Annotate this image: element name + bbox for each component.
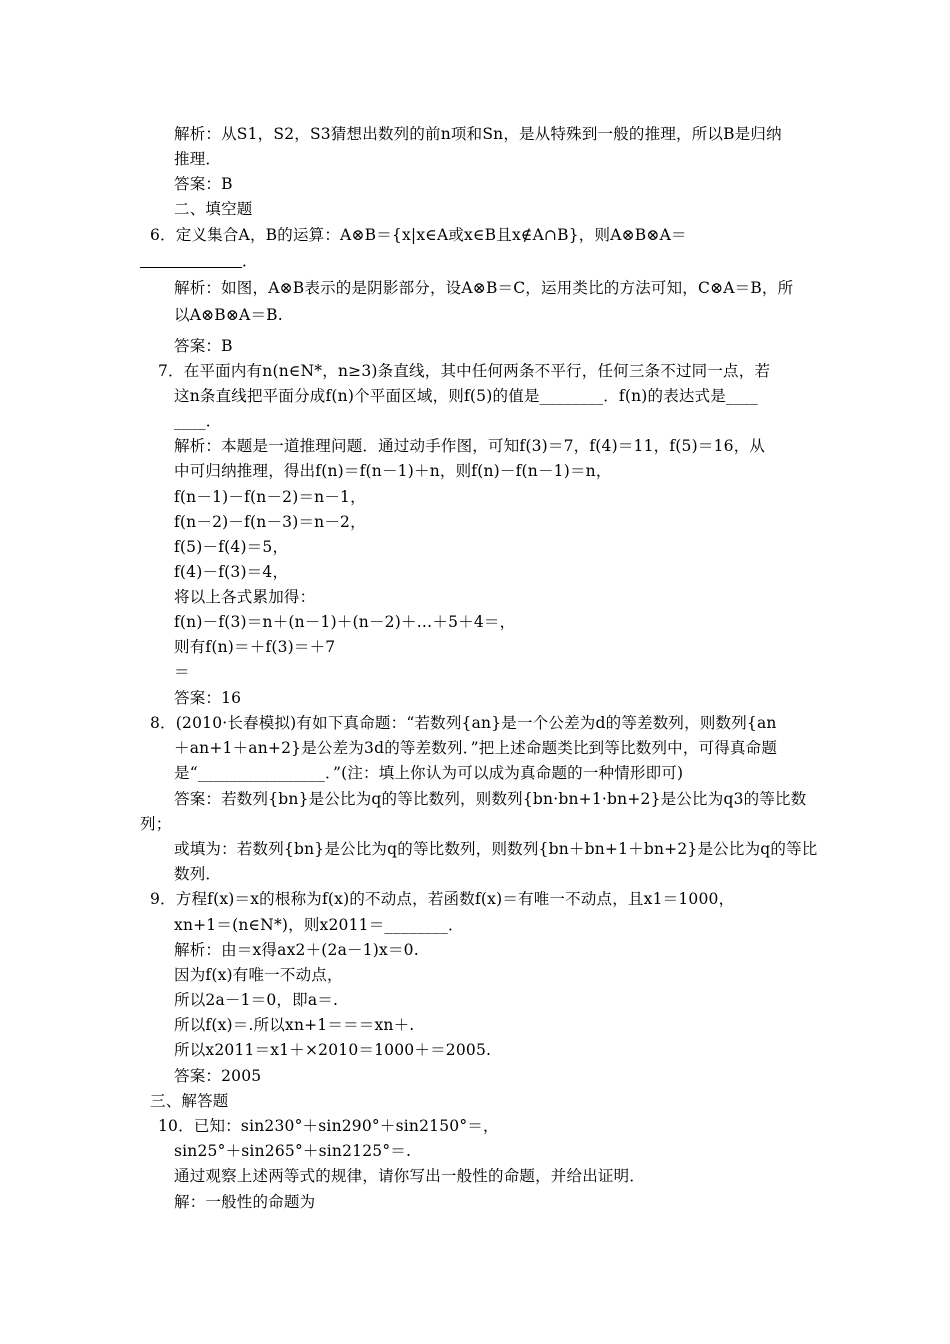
question-10: 10．已知：sin230°＋sin290°＋sin2150°＝，	[158, 1117, 499, 1135]
formula-line: f(5)－f(4)＝5，	[174, 538, 289, 556]
formula-line: f(n－1)－f(n－2)＝n－1，	[174, 488, 366, 506]
answer-blank: ．	[140, 251, 258, 271]
text-line: 所以2a－1＝0，即a＝.	[174, 991, 339, 1009]
text-line: 答案：2005	[174, 1067, 262, 1085]
question-7: 7．在平面内有n(n∈N*，n≥3)条直线，其中任何两条不平行，任何三条不过同一点，若	[158, 362, 771, 380]
formula-line: f(n)－f(3)＝n＋(n－1)＋(n－2)＋…＋5＋4＝，	[174, 613, 516, 631]
text-line: 推理．	[174, 150, 222, 168]
text-line: 中可归纳推理，得出f(n)＝f(n－1)＋n，则f(n)－f(n－1)＝n，	[174, 462, 612, 480]
text-line: 解：一般性的命题为	[174, 1193, 316, 1211]
text-line: 通过观察上述两等式的规律，请你写出一般性的命题，并给出证明．	[174, 1167, 646, 1185]
text-line: 数列．	[174, 865, 222, 883]
question-8: 8．(2010·长春模拟)有如下真命题：“若数列{an}是一个公差为d的等差数列，则数列{an	[150, 714, 777, 732]
text-line: 是“________________．”(注：填上你认为可以成为真命题的一种情形即可)	[174, 764, 684, 782]
text-line: 以A⊗B⊗A＝B.	[174, 306, 283, 324]
text-line: 解析：如图，A⊗B表示的是阴影部分，设A⊗B＝C，运用类比的方法可知，C⊗A＝B，所	[174, 279, 794, 297]
text-line: 解析：从S1，S2，S3猜想出数列的前n项和Sn，是从特殊到一般的推理，所以B是归纳	[174, 125, 782, 143]
text-line: 答案：B	[174, 175, 233, 193]
question-9: 9．方程f(x)＝x的根称为f(x)的不动点，若函数f(x)＝有唯一不动点，且x1＝1000，	[150, 890, 735, 908]
formula-line: f(4)－f(3)＝4，	[174, 563, 289, 581]
question-6: 6．定义集合A，B的运算：A⊗B＝{x|x∈A或x∈B且x∉A∩B}，则A⊗B⊗A＝	[150, 226, 687, 244]
text-line: xn+1＝(n∈N*)，则x2011＝________．	[174, 916, 464, 934]
section-heading: 三、解答题	[150, 1092, 229, 1110]
text-line: 所以x2011＝x1＋×2010＝1000＋＝2005.	[174, 1041, 492, 1059]
text-line: ＋an+1＋an+2}是公差为3d的等差数列．”把上述命题类比到等比数列中，可得真命题	[174, 739, 778, 757]
text-line: 将以上各式累加得：	[174, 588, 316, 606]
text-line: 解析：本题是一道推理问题．通过动手作图，可知f(3)＝7，f(4)＝11，f(5)＝16，从	[174, 437, 766, 455]
text-line: 答案：B	[174, 337, 233, 355]
text-line: 答案：若数列{bn}是公比为q的等比数列，则数列{bn·bn+1·bn+2}是公比为q3的等比数	[174, 790, 807, 808]
text-line: ____．	[174, 412, 222, 430]
formula-line: ＝	[174, 663, 190, 681]
text-line: 这n条直线把平面分成f(n)个平面区域，则f(5)的值是________．f(n)的表达式是____	[174, 387, 758, 405]
formula-line: sin25°＋sin265°＋sin2125°＝.	[174, 1142, 412, 1160]
text-line: 答案：16	[174, 689, 242, 707]
section-heading: 二、填空题	[174, 200, 253, 218]
formula-line: f(n－2)－f(n－3)＝n－2，	[174, 513, 366, 531]
text-line: 因为f(x)有唯一不动点，	[174, 966, 343, 984]
text-line: 解析：由＝x得ax2＋(2a－1)x＝0.	[174, 941, 419, 959]
text-line: 列；	[140, 815, 172, 833]
text-line: 所以f(x)＝.所以xn+1＝＝＝xn＋.	[174, 1016, 415, 1034]
formula-line: 则有f(n)＝＋f(3)＝＋7	[174, 638, 336, 656]
text-line: 或填为：若数列{bn}是公比为q的等比数列，则数列{bn＋bn+1＋bn+2}是公比为q的等比	[174, 840, 818, 858]
